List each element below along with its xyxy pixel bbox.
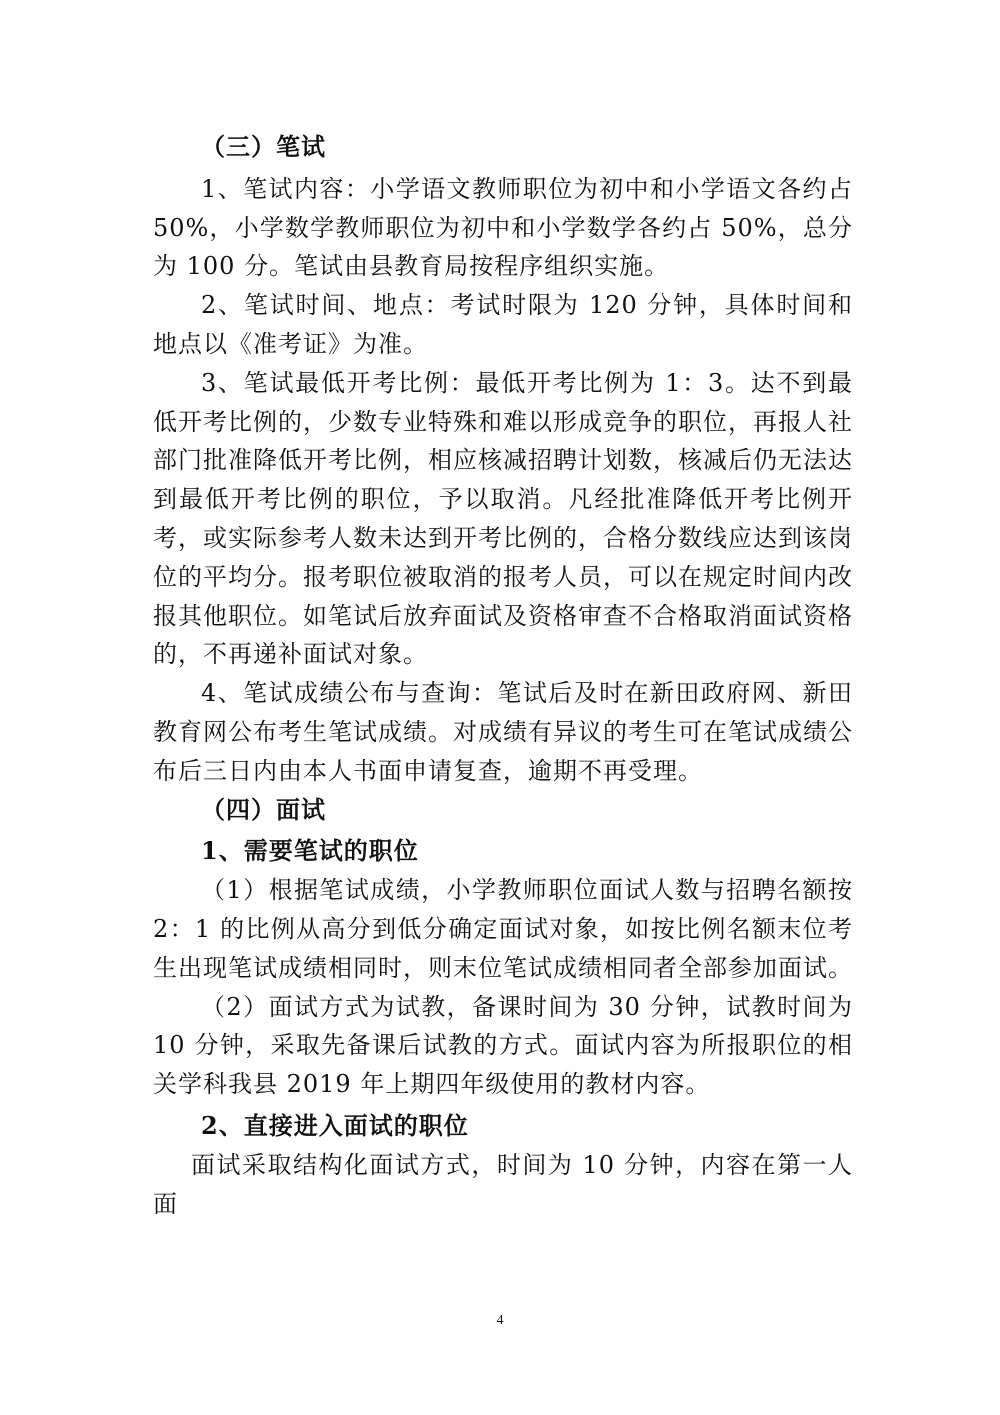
subheading-written-exam-positions: 1、需要笔试的职位 bbox=[201, 836, 419, 866]
section-heading-interview: （四）面试 bbox=[201, 794, 326, 824]
paragraph-exam-time-location: 2、笔试时间、地点：考试时限为 120 分钟，具体时间和地点以《准考证》为准。 bbox=[153, 291, 853, 358]
subheading-direct-interview-positions: 2、直接进入面试的职位 bbox=[201, 1110, 469, 1140]
section-heading-written-exam: （三）笔试 bbox=[201, 132, 326, 161]
page-number: 4 bbox=[496, 1313, 504, 1328]
paragraph-exam-content: 1、笔试内容：小学语文教师职位为初中和小学语文各约占 50%，小学数学教师职位为初中和小学数学各约占 50%，总分为 100 分。笔试由县教育局按程序组织实施。 bbox=[153, 174, 853, 281]
paragraph-exam-results: 4、笔试成绩公布与查询：笔试后及时在新田政府网、新田教育网公布考生笔试成绩。对成绩有异议的考生可在笔试成绩公布后三日内由本人书面申请复查，逾期不再受理。 bbox=[153, 679, 853, 785]
document-body bbox=[153, 128, 853, 1223]
paragraph-interview-method: （2）面试方式为试教，备课时间为 30 分钟，试教时间为 10 分钟，采取先备课后试教的方式。面试内容为所报职位的相关学科我县 2019 年上期四年级使用的教材内容。 bbox=[153, 992, 853, 1099]
paragraph-interview-selection: （1）根据笔试成绩，小学教师职位面试人数与招聘名额按 2：1 的比例从高分到低分确定面试对象，如按比例名额末位考生出现笔试成绩相同时，则末位笔试成绩相同者全部参加面试。 bbox=[153, 876, 853, 982]
paragraph-structured-interview: 面试采取结构化面试方式，时间为 10 分钟，内容在第一人面 bbox=[153, 1150, 853, 1218]
paragraph-exam-ratio: 3、笔试最低开考比例：最低开考比例为 1：3。达不到最低开考比例的，少数专业特殊和难以形成竞争的职位，再报人社部门批准降低开考比例，相应核减招聘计划数，核减后仍无法达到最低开考比例的职位，予以取消。凡经批准降低开考比例开考，或实际参考人数未达到开考比例的，合格分数线应达到该岗位的平均分。报考职位被取消的报考人员，可以在规定时间内改报其他职位。如笔试后放弃面试及资格审查不合格取消面试资格的，不再递补面试对象。 bbox=[153, 368, 853, 669]
